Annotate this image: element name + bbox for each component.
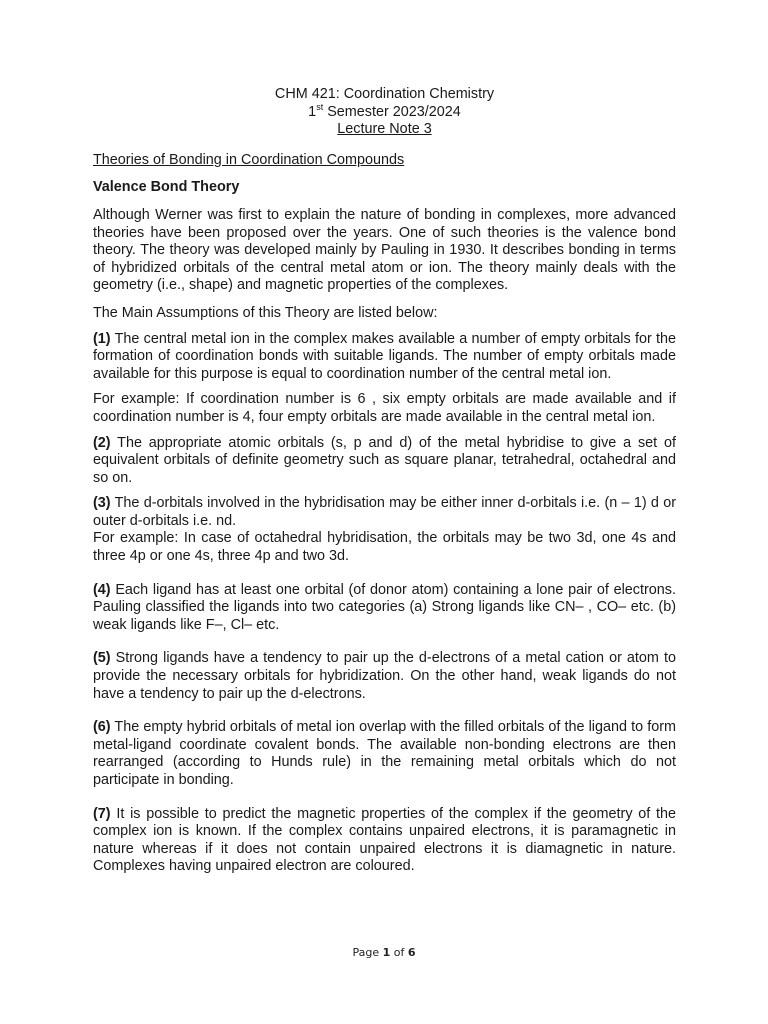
intro-paragraph: Although Werner was first to explain the nature of bonding in complexes, more advanced theories have been proposed over the years. One of such theories is the valence bond theory. The theory was developed mainly by Pauling in 1930. It describes bonding in terms of hybridized orbitals of the central metal atom or ion. The theory mainly deals with the geometry (i.e., shape) and magnetic properties of the complexes. xyxy=(93,206,676,294)
valence-bond-heading: Valence Bond Theory xyxy=(93,179,240,196)
page-total: 6 xyxy=(407,946,416,959)
assumption-number: (5) xyxy=(93,650,111,667)
page-footer xyxy=(0,946,768,959)
lecture-title: Lecture Note 3 xyxy=(337,121,432,138)
assumption-1-example xyxy=(93,391,676,426)
assumption-text: Each ligand has at least one orbital (of donor atom) containing a lone pair of electrons. Pauling classified the ligands into two categories (a) Strong ligands like CN– , CO– etc. (b) weak ligands like F–, Cl– etc. xyxy=(93,581,676,633)
example-text: For example: If coordination number is 6 , six empty orbitals are made available and if coordination number is 4, four empty orbitals are made available in the central metal ion. xyxy=(93,391,676,425)
assumption-number: (3) xyxy=(93,495,111,512)
assumption-number: (7) xyxy=(93,805,111,822)
page-word: Page xyxy=(352,946,380,959)
document-header xyxy=(93,86,676,139)
assumption-7 xyxy=(93,806,676,876)
assumption-3-example: For example: In case of octahedral hybridisation, the orbitals may be two 3d, one 4s and three 4p or one 4s, three 4p and two 3d. xyxy=(93,530,676,565)
course-title: CHM 421: Coordination Chemistry xyxy=(274,86,495,102)
assumption-number: (1) xyxy=(93,330,111,347)
assumption-1 xyxy=(93,331,676,384)
document-page xyxy=(93,86,676,876)
of-word: of xyxy=(393,946,405,959)
semester-text: Semester 2023/2024 xyxy=(323,103,461,120)
assumption-2 xyxy=(93,435,676,488)
section-title: Theories of Bonding in Coordination Compounds xyxy=(93,151,405,168)
assumption-4 xyxy=(93,582,676,635)
assumption-number: (4) xyxy=(93,581,111,598)
assumption-6 xyxy=(93,719,676,789)
assumption-number: (2) xyxy=(93,434,111,451)
assumption-3 xyxy=(93,495,676,565)
assumption-text: The central metal ion in the complex makes available a number of empty orbitals for the formation of coordination bonds with suitable ligands. The number of empty orbitals made available for this purpose is equal to coordination number of the central metal ion. xyxy=(93,330,676,382)
semester-line xyxy=(93,101,676,122)
semester-ordinal: st xyxy=(316,101,324,112)
assumption-text: Strong ligands have a tendency to pair up the d-electrons of a metal cation or atom to provide the necessary orbitals for hybridization. On the other hand, weak ligands do not have a tendency to pair up the d-electrons. xyxy=(93,650,676,702)
assumption-text: The empty hybrid orbitals of metal ion overlap with the filled orbitals of the ligand to form metal-ligand coordinate covalent bonds. The available non-bonding electrons are then rearranged (according to Hunds rule) in the remaining metal orbitals which do not participate in bonding. xyxy=(93,719,676,788)
assumption-text: It is possible to predict the magnetic properties of the complex if the geometry of the complex ion is known. If the complex contains unpaired electrons, it is paramagnetic in nature whereas if it does not contain unpaired electrons it is diamagnetic in nature. Complexes having unpaired electron are coloured. xyxy=(93,805,676,875)
assumption-text: The appropriate atomic orbitals (s, p and d) of the metal hybridise to give a set of equivalent orbitals of definite geometry such as square planar, tetrahedral, octahedral and so on. xyxy=(93,434,676,486)
semester-number: 1 xyxy=(308,103,317,120)
assumption-5 xyxy=(93,650,676,703)
page-number: 1 xyxy=(382,946,391,959)
assumptions-intro: The Main Assumptions of this Theory are listed below: xyxy=(93,304,438,321)
assumption-number: (6) xyxy=(93,719,111,736)
assumption-text: The d-orbitals involved in the hybridisation may be either inner d-orbitals i.e. (n – 1) d or outer d-orbitals i.e. nd. xyxy=(93,495,676,529)
